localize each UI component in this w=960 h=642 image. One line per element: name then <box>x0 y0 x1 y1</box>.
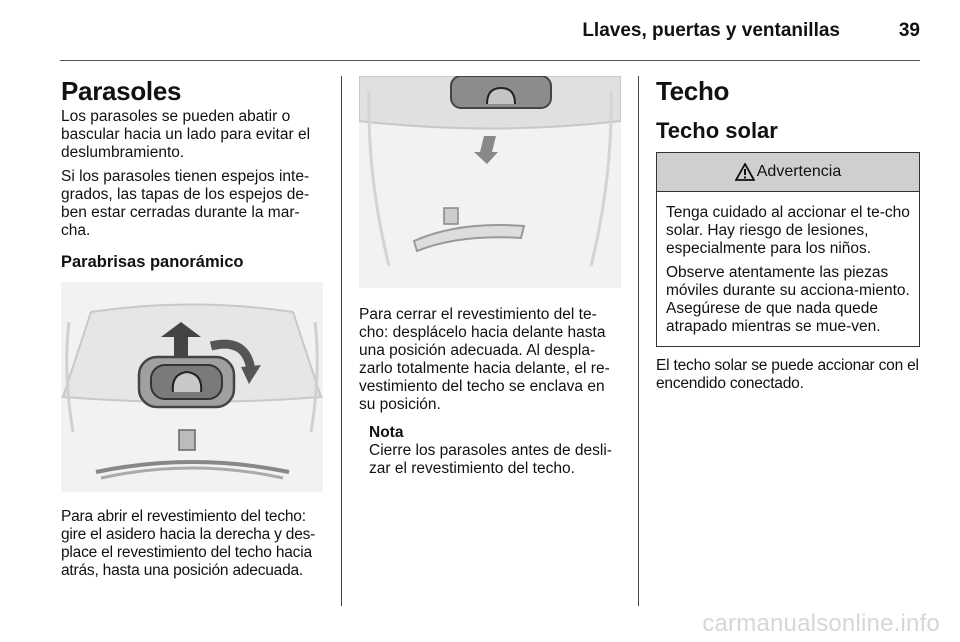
warning-body <box>657 192 919 346</box>
subheading-techo-solar: Techo solar <box>656 118 778 143</box>
column-divider <box>341 76 342 606</box>
warning-triangle-icon <box>735 163 755 181</box>
watermark-text: carmanualsonline.info <box>702 610 940 637</box>
warning-box <box>656 152 920 347</box>
paragraph: Los parasoles se pueden abatir o bascular hacia un lado para evitar el deslumbramiento. <box>61 108 311 161</box>
warning-header <box>657 153 919 192</box>
figure-caption: Para cerrar el revestimiento del te-cho: desplácelo hacia delante hasta una posición adecuada. Al despla-zarlo totalmente hacia delante, el re-vestimiento del techo se enclava en su posición. <box>359 306 610 413</box>
header-rule <box>60 60 920 61</box>
section-heading-techo: Techo <box>656 76 730 106</box>
note-title: Nota <box>369 424 404 441</box>
column-left <box>61 76 323 586</box>
warning-title: Advertencia <box>756 163 842 180</box>
subheading-parabrisas: Parabrisas panorámico <box>61 253 244 271</box>
note-text: Cierre los parasoles antes de desli-zar el revestimiento del techo. <box>369 442 612 477</box>
paragraph: El techo solar se puede accionar con el encendido conectado. <box>656 357 919 392</box>
column-middle <box>359 76 621 484</box>
figure-caption: Para abrir el revestimiento del techo: gire el asidero hacia la derecha y des-place el revestimiento del techo hacia atrás, hasta una posición adecuada. <box>61 508 316 579</box>
roof-lining-close-illustration <box>359 76 621 288</box>
paragraph: Si los parasoles tienen espejos inte-grados, las tapas de los espejos de-ben estar cerradas durante la mar-cha. <box>61 168 310 239</box>
roof-lining-open-illustration <box>61 282 323 492</box>
warning-paragraph: Observe atentamente las piezas móviles durante su acciona-miento. Asegúrese de que nada quede atrapado mientras se mue-ven. <box>666 264 910 335</box>
column-right <box>656 76 920 399</box>
page-header-title: Llaves, puertas y ventanillas <box>582 20 840 41</box>
section-heading-parasoles: Parasoles <box>61 76 182 106</box>
warning-paragraph: Tenga cuidado al accionar el te-cho solar. Hay riesgo de lesiones, especialmente para los niños. <box>666 204 910 257</box>
column-divider <box>638 76 639 606</box>
note-box <box>369 424 621 478</box>
page-number: 39 <box>898 20 920 41</box>
